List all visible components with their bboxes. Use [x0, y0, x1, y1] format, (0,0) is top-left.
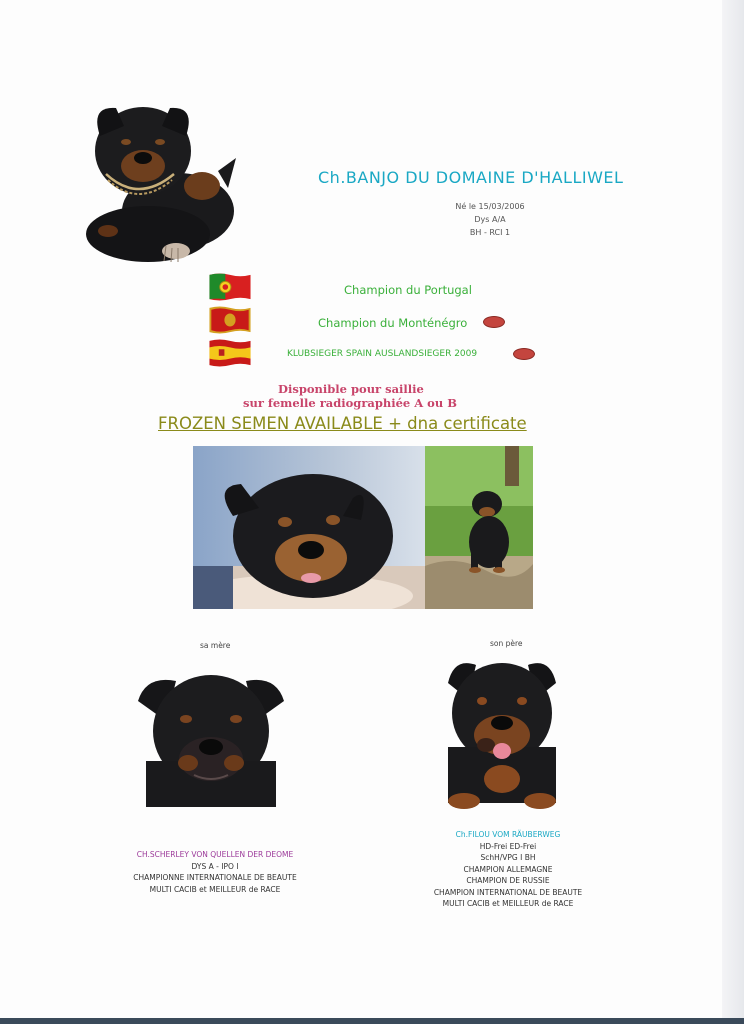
availability-line-1: Disponible pour saillie [278, 382, 424, 396]
dog-name-title: Ch.BANJO DU DOMAINE D'HALLIWEL [318, 168, 624, 187]
puppy-grass-photo [425, 446, 533, 609]
banjo-photo [78, 96, 240, 266]
mother-line: CHAMPIONNE INTERNATIONALE DE BEAUTE [133, 873, 297, 882]
title-portugal: Champion du Portugal [344, 283, 472, 297]
father-line: CHAMPION INTERNATIONAL DE BEAUTE [433, 887, 583, 897]
frozen-semen-banner: FROZEN SEMEN AVAILABLE + dna certificate [158, 414, 527, 433]
montenegro-flag [208, 306, 252, 334]
father-label: son père [490, 639, 523, 648]
medal-badge-icon [483, 316, 505, 328]
dog-birth-info [420, 200, 560, 239]
medal-badge-icon [513, 348, 535, 360]
mother-photo [136, 671, 286, 807]
mother-line: DYS A - IPO I [191, 861, 239, 871]
mother-line: MULTI CACIB et MEILLEUR de RACE [149, 884, 281, 894]
availability-line-2: sur femelle radiographiée A ou B [243, 396, 457, 410]
birth-date: Né le 15/03/2006 [455, 202, 525, 211]
mother-name: CH.SCHERLEY VON QUELLEN DER DEOME [136, 850, 294, 859]
father-credentials [400, 829, 616, 910]
mother-label: sa mère [200, 641, 231, 650]
page-edge-bottom [0, 1018, 744, 1024]
title-spain: KLUBSIEGER SPAIN AUSLANDSIEGER 2009 [287, 349, 478, 359]
spain-flag [208, 339, 252, 367]
mother-credentials [100, 849, 330, 895]
portugal-flag [208, 273, 252, 301]
page-edge-right [722, 0, 744, 1024]
father-name: Ch.FILOU VOM RÄUBERWEG [455, 830, 561, 839]
father-line: MULTI CACIB et MEILLEUR de RACE [442, 899, 574, 908]
father-line: SchH/VPG I BH [480, 853, 536, 862]
title-montenegro: Champion du Monténégro [318, 316, 468, 330]
father-line: CHAMPION ALLEMAGNE [463, 864, 553, 874]
father-line: CHAMPION DE RUSSIE [466, 876, 550, 885]
father-photo [440, 655, 564, 811]
test-result: BH - RCI 1 [469, 228, 511, 237]
dys-result: Dys A/A [474, 215, 506, 224]
puppy-closeup-photo [193, 446, 425, 609]
father-line: HD-Frei ED-Frei [479, 841, 537, 851]
